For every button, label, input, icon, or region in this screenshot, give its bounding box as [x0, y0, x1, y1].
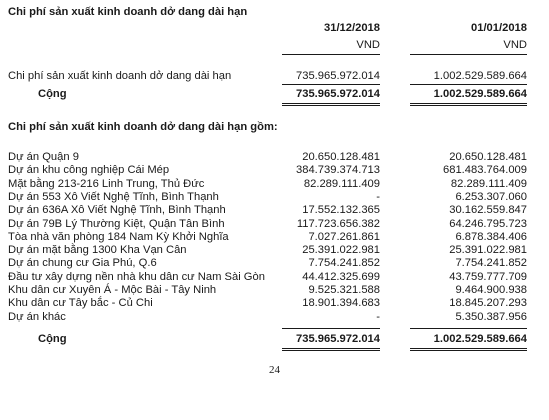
detail-row-value-col1: 44.412.325.699 — [302, 270, 380, 283]
detail-row-label: Dự án khu công nghiệp Cái Mép — [8, 164, 170, 177]
detail-row-value-col2: 681.483.764.009 — [443, 164, 527, 177]
detail-total-double-rule-col1 — [282, 348, 380, 351]
detail-row-value-col1: 82.289.111.409 — [303, 177, 380, 190]
detail-row-label: Dự án 553 Xô Viết Nghệ Tĩnh, Bình Thạnh — [8, 190, 219, 203]
summary-row-value-col1: 735.965.972.014 — [296, 70, 380, 82]
detail-row-value-col1: - — [376, 190, 380, 203]
detail-total-double-rule-col2 — [410, 348, 527, 351]
detail-row-value-col1: 117.723.656.382 — [296, 217, 380, 230]
col1-unit: VND — [356, 39, 380, 51]
col1-header: 31/12/2018 — [324, 22, 380, 34]
detail-row-value-col1: 9.525.321.588 — [308, 284, 380, 296]
summary-row-label: Chi phí sản xuất kinh doanh dở dang dài hạn — [8, 70, 232, 82]
detail-row-value-col2: 43.759.777.709 — [449, 270, 527, 283]
section2-title: Chi phí sản xuất kinh doanh dở dang dài hạn gồm: — [8, 121, 278, 133]
detail-row-value-col1: 18.901.394.683 — [302, 297, 380, 310]
detail-row-value-col2: 6.253.307.060 — [455, 190, 527, 203]
detail-row-value-col1: - — [376, 310, 380, 323]
detail-total-label: Cộng — [38, 333, 67, 345]
detail-row-value-col2: 82.289.111.409 — [450, 177, 527, 190]
summary-row-value-col2: 1.002.529.589.664 — [433, 70, 527, 82]
detail-row-label: Mặt bằng 213-216 Linh Trung, Thủ Đức — [8, 177, 205, 190]
summary-total-col1: 735.965.972.014 — [296, 88, 380, 100]
detail-row-value-col2: 25.391.022.981 — [449, 244, 527, 257]
detail-rule-col1 — [282, 328, 380, 329]
detail-row-value-col2: 6.878.384.406 — [455, 230, 527, 243]
detail-row-value-col2: 18.845.207.293 — [449, 297, 527, 310]
header-rule-col1 — [282, 54, 380, 55]
detail-row-label: Khu dân cư Xuyên Á - Mộc Bài - Tây Ninh — [8, 284, 217, 296]
detail-row-label: Tòa nhà văn phòng 184 Nam Kỳ Khởi Nghĩa — [8, 230, 229, 243]
detail-row-value-col1: 20.650.128.481 — [302, 151, 380, 163]
detail-row-value-col2: 7.754.241.852 — [455, 257, 527, 270]
detail-row-label: Đầu tư xây dựng nền nhà khu dân cư Nam Sài Gòn — [8, 270, 265, 283]
detail-total-col2: 1.002.529.589.664 — [433, 333, 527, 345]
summary-total-col2: 1.002.529.589.664 — [433, 88, 527, 100]
detail-row-value-col2: 9.464.900.938 — [455, 284, 527, 296]
summary-total-label: Cộng — [38, 88, 67, 100]
detail-rule-col2 — [410, 328, 527, 329]
detail-row-value-col1: 17.552.132.365 — [302, 204, 380, 217]
col2-unit: VND — [503, 39, 527, 51]
detail-row-value-col2: 20.650.128.481 — [449, 151, 527, 163]
section1-title: Chi phí sản xuất kinh doanh dở dang dài hạn — [8, 6, 248, 18]
detail-row-value-col2: 30.162.559.847 — [449, 204, 527, 217]
detail-row-value-col1: 7.027.261.861 — [308, 230, 380, 243]
detail-row-label: Dự án 79B Lý Thường Kiệt, Quận Tân Bình — [8, 217, 225, 230]
summary-rule-col2 — [410, 84, 527, 85]
page-number: 24 — [269, 364, 280, 376]
detail-row-label: Dự án 636A Xô Viết Nghệ Tĩnh, Bình Thạnh — [8, 204, 226, 217]
detail-row-label: Dự án khác — [8, 310, 66, 323]
detail-row-label: Dự án chung cư Gia Phú, Q.6 — [8, 257, 157, 270]
col2-header: 01/01/2018 — [471, 22, 527, 34]
detail-row-value-col2: 64.246.795.723 — [449, 217, 527, 230]
detail-row-value-col2: 5.350.387.956 — [455, 310, 527, 323]
detail-total-col1: 735.965.972.014 — [296, 333, 380, 345]
detail-row-value-col1: 384.739.374.713 — [296, 164, 380, 177]
detail-row-label: Dự án mặt bằng 1300 Kha Vạn Cân — [8, 244, 187, 257]
detail-row-label: Khu dân cư Tây bắc - Củ Chi — [8, 297, 153, 310]
summary-total-double-rule-col1 — [282, 103, 380, 106]
summary-rule-col1 — [282, 84, 380, 85]
summary-total-double-rule-col2 — [410, 103, 527, 106]
detail-row-label: Dự án Quận 9 — [8, 151, 79, 163]
detail-row-value-col1: 7.754.241.852 — [308, 257, 380, 270]
detail-row-value-col1: 25.391.022.981 — [302, 244, 380, 257]
header-rule-col2 — [410, 54, 527, 55]
